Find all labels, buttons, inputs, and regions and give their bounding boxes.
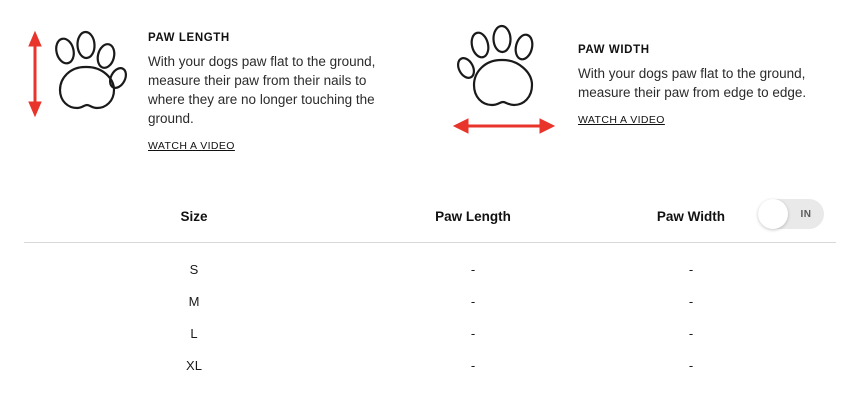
table-row xyxy=(24,317,836,349)
paw-width-watch-video-link[interactable]: WATCH A VIDEO xyxy=(578,114,665,126)
guide-paw-length xyxy=(0,18,440,154)
column-header-paw-length: Paw Length xyxy=(435,208,511,224)
unit-toggle[interactable] xyxy=(758,199,824,229)
cell-paw-width: - xyxy=(688,325,694,341)
table-row xyxy=(24,285,836,317)
paw-length-description: With your dogs paw flat to the ground, measure their paw from their nails to where they are no longer touching the ground. xyxy=(148,54,376,126)
unit-toggle-label: IN xyxy=(800,208,812,220)
paw-icon xyxy=(455,26,535,105)
paw-length-illustration xyxy=(20,18,130,128)
cell-paw-length: - xyxy=(470,293,476,309)
table-header-row xyxy=(24,190,836,242)
cell-paw-width: - xyxy=(688,293,694,309)
horizontal-arrow-icon xyxy=(454,119,554,133)
paw-width-description: With your dogs paw flat to the ground, measure their paw from edge to edge. xyxy=(578,66,807,100)
table-row xyxy=(24,349,836,381)
cell-paw-length: - xyxy=(470,261,476,277)
cell-size: S xyxy=(189,261,199,277)
guide-paw-width xyxy=(440,18,860,154)
cell-size: L xyxy=(190,325,198,341)
column-header-size: Size xyxy=(180,208,208,224)
cell-size: XL xyxy=(186,357,202,373)
paw-icon xyxy=(54,32,129,108)
cell-paw-width: - xyxy=(688,357,694,373)
paw-length-title: PAW LENGTH xyxy=(148,32,230,44)
cell-size: M xyxy=(188,293,200,309)
cell-paw-width: - xyxy=(688,261,694,277)
cell-paw-length: - xyxy=(470,357,476,373)
paw-width-title: PAW WIDTH xyxy=(578,44,650,56)
table-divider xyxy=(24,242,836,243)
paw-width-text-block xyxy=(560,18,810,128)
measurement-guides xyxy=(0,0,860,154)
size-chart-table xyxy=(24,190,836,381)
paw-length-text-block xyxy=(130,18,400,154)
paw-length-watch-video-link[interactable]: WATCH A VIDEO xyxy=(148,140,235,152)
vertical-arrow-icon xyxy=(29,32,41,116)
table-row xyxy=(24,253,836,285)
unit-toggle-knob[interactable] xyxy=(758,199,788,229)
column-header-paw-width: Paw Width xyxy=(656,208,726,224)
cell-paw-length: - xyxy=(470,325,476,341)
paw-width-illustration xyxy=(450,18,560,148)
